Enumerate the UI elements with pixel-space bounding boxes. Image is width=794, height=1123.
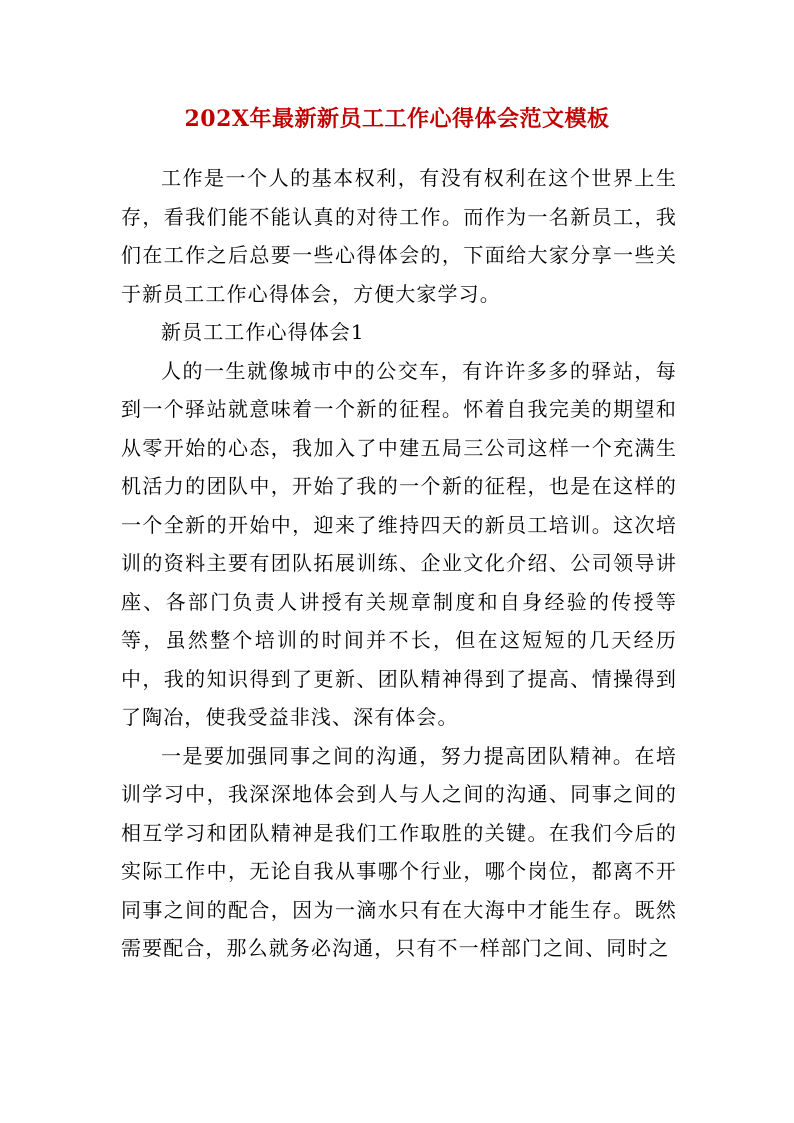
body-paragraph: 人的一生就像城市中的公交车，有许许多多的驿站，每到一个驿站就意味着一个新的征程。怀着自我完美的期望和从零开始的心态，我加入了中建五局三公司这样一个充满生机活力的团队中，开始了我的一个新的征程，也是在这样的一个全新的开始中，迎来了维持四天的新员工培训。这次培训的资料主要有团队拓展训练、企业文化介绍、公司领导讲座、各部门负责人讲授有关规章制度和自身经验的传授等等，虽然整个培训的时间并不长，但在这短短的几天经历中，我的知识得到了更新、团队精神得到了提高、情操得到了陶冶，使我受益非浅、深有体会。	[121, 358, 677, 729]
intro-paragraph: 工作是一个人的基本权利，有没有权利在这个世界上生存，看我们能不能认真的对待工作。而作为一名新员工，我们在工作之后总要一些心得体会的，下面给大家分享一些关于新员工工作心得体会，方便大家学习。	[121, 166, 677, 306]
document-title: 202X年最新新员工工作心得体会范文模板	[184, 106, 610, 132]
section-heading: 新员工工作心得体会1	[161, 320, 365, 344]
document-body	[121, 159, 677, 968]
body-paragraph: 一是要加强同事之间的沟通，努力提高团队精神。在培训学习中，我深深地体会到人与人之间的沟通、同事之间的相互学习和团队精神是我们工作取胜的关键。在我们今后的实际工作中，无论自我从事哪个行业，哪个岗位，都离不开同事之间的配合，因为一滴水只有在大海中才能生存。既然需要配合，那么就务必沟通，只有不一样部门之间、同时之	[121, 743, 677, 960]
